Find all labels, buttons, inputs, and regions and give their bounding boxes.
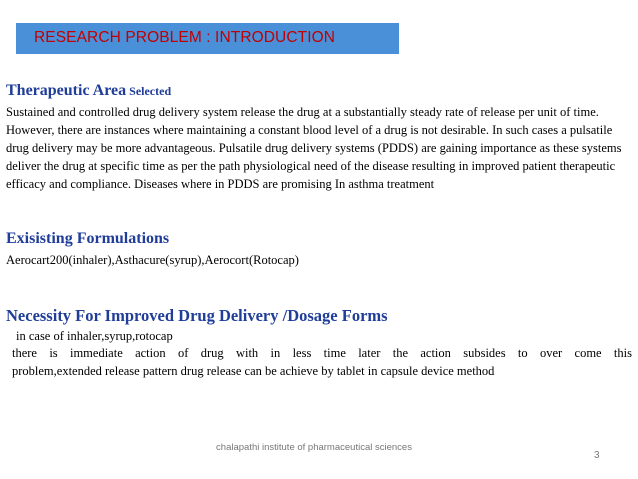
necessity-line-3: problem,extended release pattern drug release can be achieve by tablet in capsule device method xyxy=(12,364,495,378)
therapeutic-area-heading xyxy=(6,82,171,100)
footer-text: chalapathi institute of pharmaceutical sciences xyxy=(216,442,412,453)
slide-title: RESEARCH PROBLEM : INTRODUCTION xyxy=(34,29,336,46)
necessity-heading: Necessity For Improved Drug Delivery /Dosage Forms xyxy=(6,306,388,325)
necessity-line-1: in case of inhaler,syrup,rotocap xyxy=(16,329,173,343)
therapeutic-area-heading-text: Therapeutic Area xyxy=(6,82,127,99)
page-number: 3 xyxy=(594,450,600,461)
existing-formulations-heading: Exisisting Formulations xyxy=(6,230,170,247)
necessity-line-2: there is immediate action of drug with in less time later the action subsides to over come this xyxy=(12,346,632,360)
existing-formulations-text: Aerocart200(inhaler),Asthacure(syrup),Aerocort(Rotocap) xyxy=(6,253,299,267)
therapeutic-area-heading-suffix: Selected xyxy=(126,84,172,98)
therapeutic-area-text: Sustained and controlled drug delivery system release the drug at a substantially steady rate of release per unit of time. However, there are instances where maintaining a constant blood level of a drug is not desirable. In such cases a pulsatile drug delivery may be more advantageous. Pulsatile drug delivery systems (PDDS) are gaining importance as these systems deliver the drug at specific time as per the path physiological need of the disease resulting in improved patient therapeutic efficacy and compliance. Diseases where in PDDS are promising In asthma treatment xyxy=(6,105,622,191)
